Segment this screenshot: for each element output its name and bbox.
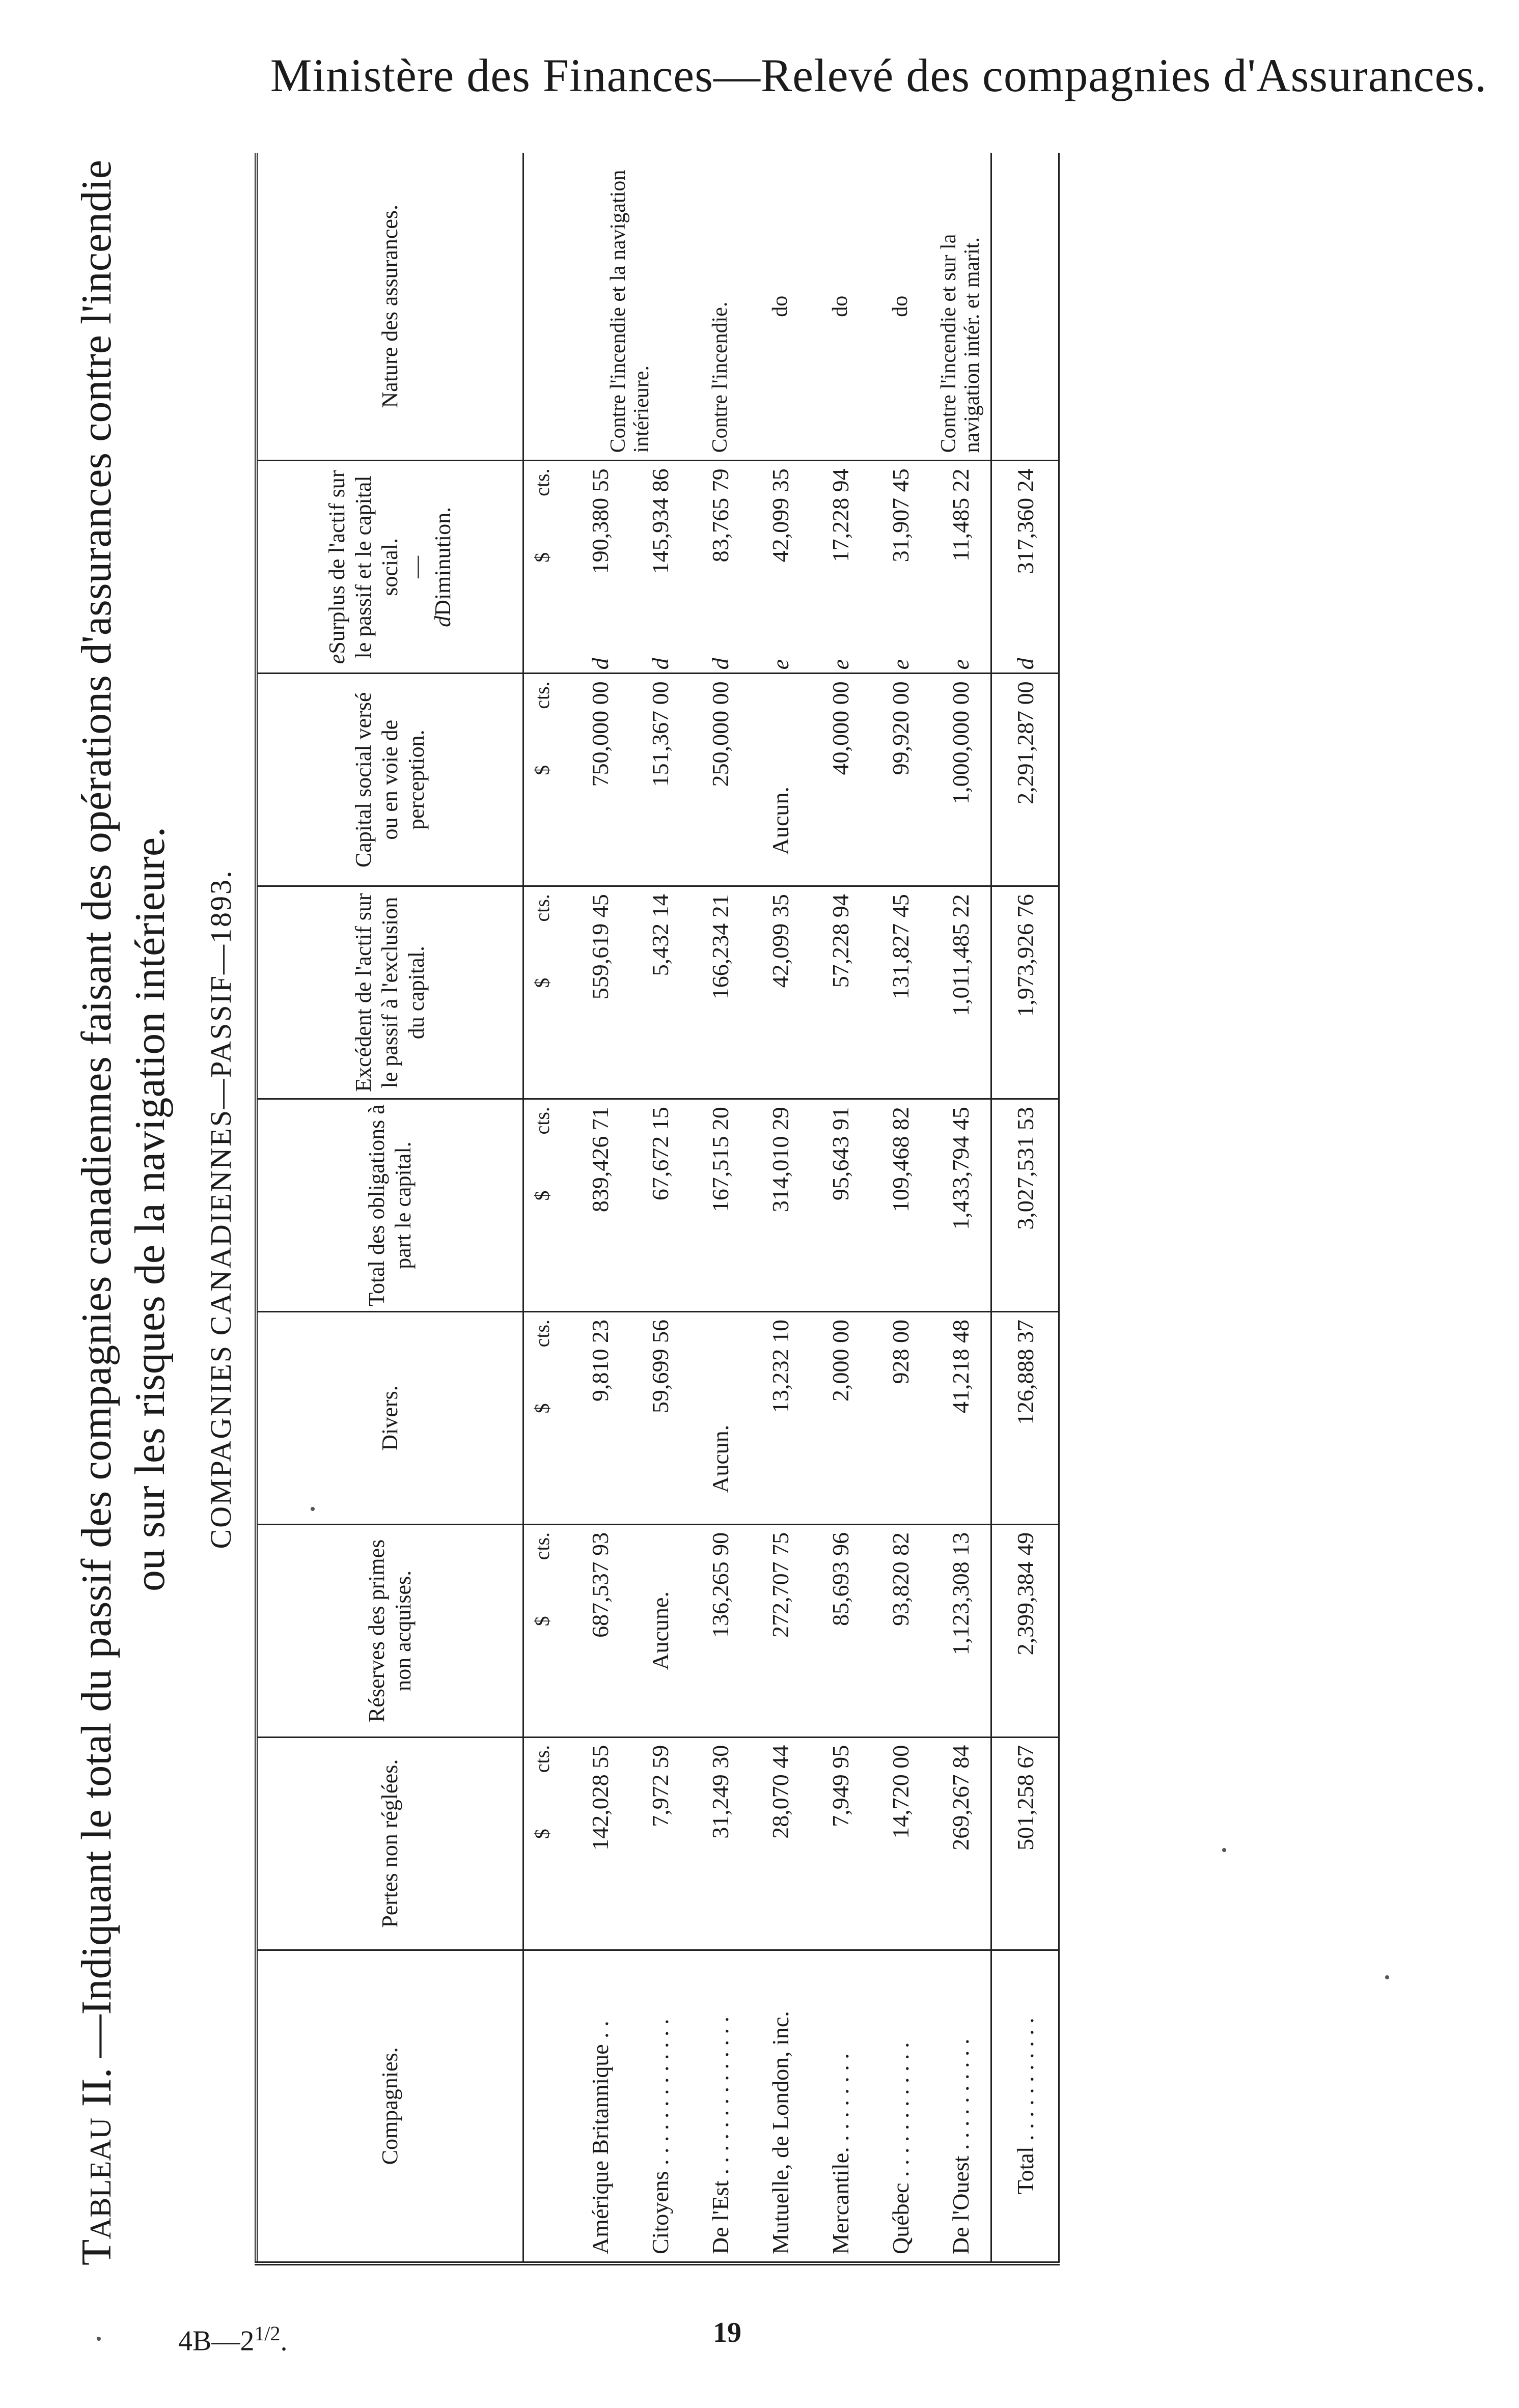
table-row — [810, 153, 870, 2263]
cell-total: 839,426 71 — [570, 1099, 630, 1312]
cell-reserves: 272,707 75 — [750, 1524, 810, 1737]
unit-cts: cts. — [530, 1745, 554, 1773]
total-surplus-flag: d — [991, 651, 1059, 674]
company-name: Mutuelle, de London, inc. — [750, 1950, 810, 2263]
table-row — [870, 153, 930, 2263]
total-excess: 1,973,926 76 — [991, 886, 1059, 1099]
unit-cell-excess — [523, 886, 560, 1099]
signature-mark — [178, 2321, 287, 2358]
unit-cts: cts. — [530, 1107, 554, 1135]
cell-total: 95,643 91 — [810, 1099, 870, 1312]
company-name: Québec . . . . . . . . . . . . — [870, 1950, 930, 2263]
page-number: 19 — [713, 2317, 741, 2348]
cell-reserves: Aucune. — [630, 1524, 690, 1737]
cell-surplus: 83,765 79 — [707, 468, 733, 563]
surplus-d-marker: d — [430, 615, 455, 627]
total-row — [991, 153, 1059, 2263]
surplus-diminution: Diminution. — [430, 507, 455, 616]
cell-losses: 14,720 00 — [870, 1737, 930, 1950]
cell-capital: 250,000 00 — [690, 674, 750, 886]
unit-cts: cts. — [530, 894, 554, 922]
cell-capital: Aucun. — [750, 674, 810, 886]
cell-surplus-flag: e — [930, 651, 991, 674]
unit-usd: $ — [530, 1829, 554, 1839]
signature-end: . — [280, 2325, 288, 2357]
ink-speck — [1385, 1975, 1389, 1979]
unit-cell-total — [523, 1099, 560, 1312]
cell-excess: 131,827 45 — [870, 886, 930, 1099]
cell-surplus: 31,907 45 — [887, 468, 914, 563]
company-name: Citoyens . . . . . . . . . . . . . — [630, 1950, 690, 2263]
cell-excess: 5,432 14 — [630, 886, 690, 1099]
table-word: Tableau — [73, 2117, 120, 2265]
cell-reserves: 93,820 82 — [870, 1524, 930, 1737]
unit-cts: cts. — [530, 468, 554, 496]
running-head: Ministère des Finances—Relevé des compagnies d'Assurances. — [270, 49, 1487, 101]
col-header-losses: Pertes non réglées. — [256, 1737, 523, 1950]
company-name: De l'Ouest . . . . . . . . . . — [930, 1950, 991, 2263]
unit-cell-surplus — [523, 461, 560, 674]
cell-total: 314,010 29 — [750, 1099, 810, 1312]
cell-excess: 1,011,485 22 — [930, 886, 991, 1099]
table-row — [630, 153, 690, 2263]
unit-cell-losses — [523, 1737, 560, 1950]
cell-losses: 31,249 30 — [690, 1737, 750, 1950]
cell-capital: 40,000 00 — [810, 674, 870, 886]
cell-surplus: 42,099 35 — [767, 468, 793, 563]
cell-surplus: 17,228 94 — [827, 468, 853, 563]
cell-capital: 99,920 00 — [870, 674, 930, 886]
unit-cell-misc — [523, 1311, 560, 1524]
total-nature-empty — [991, 153, 1059, 461]
cell-excess: 166,234 21 — [690, 886, 750, 1099]
cell-losses: 7,949 95 — [810, 1737, 870, 1950]
col-header-reserves: Réserves des primes non acquises. — [256, 1524, 523, 1737]
table-row — [930, 153, 991, 2263]
cell-losses: 28,070 44 — [750, 1737, 810, 1950]
liabilities-table — [255, 153, 1060, 2265]
col-header-misc: Divers. — [256, 1311, 523, 1524]
table-title-line-2: ou sur les risques de la navigation intérieure. — [126, 826, 174, 1592]
units-row — [523, 153, 560, 2263]
unit-usd: $ — [530, 765, 554, 775]
company-name: Mercantile. . . . . . . . . — [810, 1950, 870, 2263]
cell-misc: 928 00 — [870, 1311, 930, 1524]
cell-misc: 9,810 23 — [570, 1311, 630, 1524]
cell-nature: do — [870, 153, 930, 461]
table-row — [690, 153, 750, 2263]
col-header-excess: Excédent de l'actif sur le passif à l'exclusion du capital. — [256, 886, 523, 1099]
cell-surplus-flag: d — [690, 651, 750, 674]
cell-total: 67,672 15 — [630, 1099, 690, 1312]
cell-surplus: 190,380 55 — [587, 468, 613, 574]
total-losses: 501,258 67 — [991, 1737, 1059, 1950]
cell-nature: do — [810, 153, 870, 461]
col-header-nature: Nature des assurances. — [256, 153, 523, 461]
cell-excess: 57,228 94 — [810, 886, 870, 1099]
cell-reserves: 85,693 96 — [810, 1524, 870, 1737]
cell-nature: Contre l'incendie. — [690, 153, 750, 461]
cell-losses: 142,028 55 — [570, 1737, 630, 1950]
cell-nature: Contre l'incendie et sur la navigation intér. et marit. — [930, 153, 991, 461]
cell-misc: 13,232 10 — [750, 1311, 810, 1524]
cell-excess: 559,619 45 — [570, 886, 630, 1099]
unit-cell-capital — [523, 674, 560, 886]
cell-nature: do — [750, 153, 810, 461]
cell-surplus-flag: d — [570, 651, 630, 674]
cell-surplus-flag: e — [750, 651, 810, 674]
total-misc: 126,888 37 — [991, 1311, 1059, 1524]
table-subtitle: COMPAGNIES CANADIENNES—PASSIF—1893. — [204, 869, 237, 1549]
cell-reserves: 136,265 90 — [690, 1524, 750, 1737]
signature-fraction: 1/2 — [254, 2322, 281, 2345]
cell-total: 109,468 82 — [870, 1099, 930, 1312]
header-row — [256, 153, 523, 2263]
table-number: II. — [73, 2067, 120, 2107]
cell-misc: 2,000 00 — [810, 1311, 870, 1524]
cell-reserves: 1,123,308 13 — [930, 1524, 991, 1737]
cell-losses: 7,972 59 — [630, 1737, 690, 1950]
ink-speck — [1222, 1848, 1226, 1852]
cell-misc: 59,699 56 — [630, 1311, 690, 1524]
total-reserves: 2,399,384 49 — [991, 1524, 1059, 1737]
unit-cell-reserves — [523, 1524, 560, 1737]
spacer-row — [560, 153, 570, 2263]
cell-surplus-flag: e — [870, 651, 930, 674]
total-obligations: 3,027,531 53 — [991, 1099, 1059, 1312]
surplus-dash: — — [404, 555, 429, 578]
unit-usd: $ — [530, 1403, 554, 1414]
table-title-text: —Indiquant le total du passif des compagnies canadiennes faisant des opérations d'assurances contre l'incendie — [73, 160, 120, 2058]
company-name: Amérique Britannique . . — [570, 1950, 630, 2263]
cell-reserves: 687,537 93 — [570, 1524, 630, 1737]
cell-misc: Aucun. — [690, 1311, 750, 1524]
company-name: De l'Est . . . . . . . . . . . . . . — [690, 1950, 750, 2263]
cell-surplus: 145,934 86 — [647, 468, 673, 574]
col-header-surplus — [256, 461, 523, 674]
cell-surplus-flag: d — [630, 651, 690, 674]
cell-nature: Contre l'incendie et la navigation intérieure. — [570, 153, 690, 461]
table-row — [570, 153, 630, 2263]
table-row — [750, 153, 810, 2263]
cell-losses: 269,267 84 — [930, 1737, 991, 1950]
cell-total: 167,515 20 — [690, 1099, 750, 1312]
ink-speck — [311, 1507, 315, 1511]
unit-cell-empty — [523, 1950, 560, 2263]
unit-usd: $ — [530, 552, 554, 563]
total-capital: 2,291,287 00 — [991, 674, 1059, 886]
table-title-line-1 — [71, 153, 122, 2265]
surplus-e-marker: e — [324, 654, 349, 664]
col-header-total-obligations: Total des obligations à part le capital. — [256, 1099, 523, 1312]
signature-text: 4B—2 — [178, 2325, 255, 2357]
cell-capital: 1,000,000 00 — [930, 674, 991, 886]
cell-capital: 151,367 00 — [630, 674, 690, 886]
surplus-head-text: Surplus de l'actif sur le passif et le capital social. — [324, 470, 402, 659]
cell-total: 1,433,794 45 — [930, 1099, 991, 1312]
cell-surplus-flag: e — [810, 651, 870, 674]
unit-cts: cts. — [530, 1532, 554, 1560]
ink-speck — [97, 2337, 101, 2341]
col-header-company: Compagnies. — [256, 1950, 523, 2263]
cell-capital: 750,000 00 — [570, 674, 630, 886]
cell-misc: 41,218 48 — [930, 1311, 991, 1524]
cell-surplus: 11,485 22 — [947, 468, 974, 562]
unit-usd: $ — [530, 1190, 554, 1201]
total-label: Total . . . . . . . . . . . — [991, 1950, 1059, 2263]
col-header-capital: Capital social versé ou en voie de perception. — [256, 674, 523, 886]
unit-usd: $ — [530, 977, 554, 988]
unit-cts: cts. — [530, 1319, 554, 1348]
unit-cts: cts. — [530, 681, 554, 709]
unit-usd: $ — [530, 1616, 554, 1627]
unit-cell-nature — [523, 153, 560, 461]
cell-excess: 42,099 35 — [750, 886, 810, 1099]
rotated-table-block — [61, 153, 1141, 2265]
total-surplus: 317,360 24 — [991, 461, 1059, 651]
